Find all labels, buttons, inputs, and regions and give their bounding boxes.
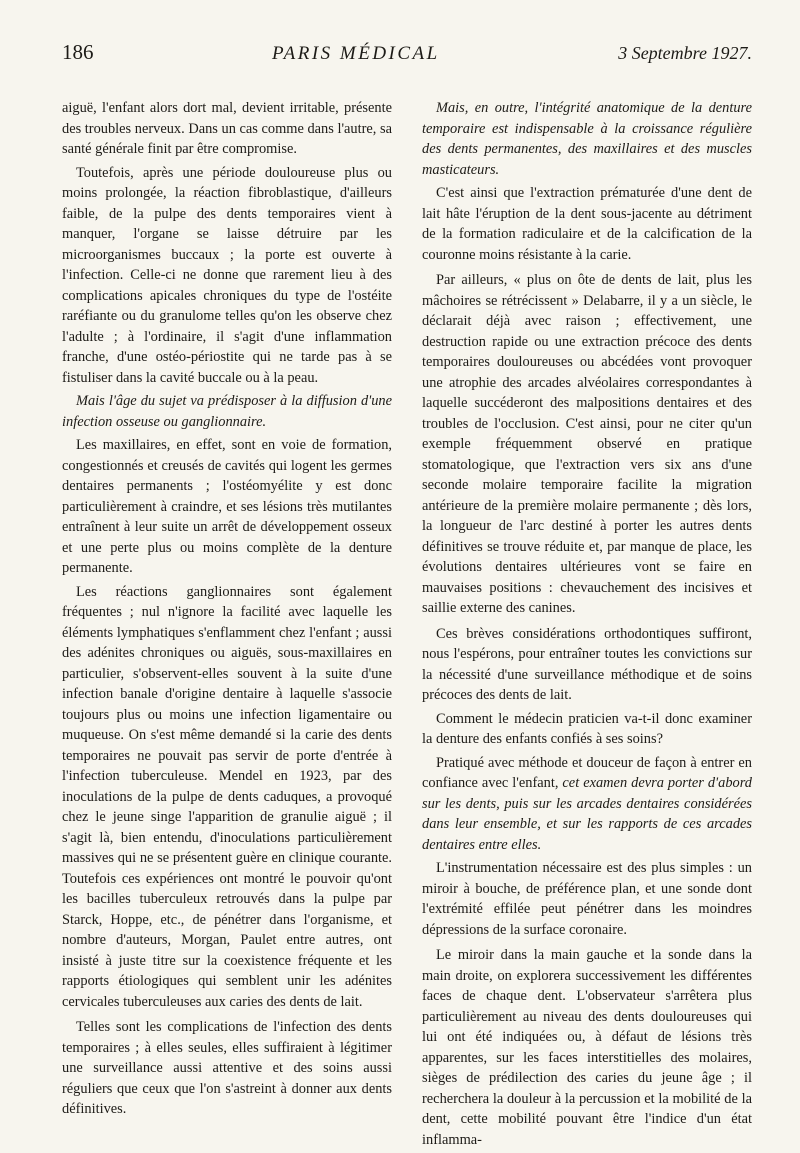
paragraph: Telles sont les complications de l'infection des dents temporaires ; à elles seules, elles suffiraient à légitimer une surveillance aussi attentive et des soins aussi réguliers que ceux que l'on s'astreint à donner aux dents définitives. <box>62 1019 392 1117</box>
paragraph: Le miroir dans la main gauche et la sonde dans la main droite, on explorera successivement les différentes faces de chaque dent. L'observateur s'arrêtera plus particulièrement au niveau des dents douloureuses qui lui ont été indiquées ou, à défaut de lésions très apparentes, sur les faces interstitielles des molaires, sièges de prédilection des caries du jeune âge ; il recherchera la douleur à la percussion et la mobilité de la dent, cette mobilité pouvant être l'indice d'un état inflamma- <box>422 947 752 1148</box>
right-column <box>422 98 752 1153</box>
left-column <box>62 98 392 1153</box>
paragraph: Toutefois, après une période douloureuse plus ou moins prolongée, la réaction fibroblastique, d'ailleurs faible, de la pulpe des dents temporaires vient à manquer, l'organe se laisse détruire par les microorganismes buccaux ; la porte est ouverte à l'infection. Celle-ci ne donne que rarement lieu à des complications apicales chroniques du type de l'ostéite raréfiante ou du granulome telles qu'on les observe chez l'adulte ; à l'ordinaire, il s'agit d'une inflammation franche, d'une ostéo-périostite qui ne tarde pas à se fistuliser dans la cavité buccale ou à la peau. <box>62 164 392 386</box>
page-number: 186 <box>62 40 94 64</box>
paragraph: Par ailleurs, « plus on ôte de dents de lait, plus les mâchoires se rétrécissent » Delabarre, il y a un siècle, le déclarait déjà avec raison ; effectivement, une destruction rapide ou une extraction précoce des dents temporaires douloureuses ou abcédées vont provoquer une atrophie des arcades alvéolaires correspondantes à laquelle succéderont des malpositions dentaires et des troubles de l'occlusion. C'est ainsi, pour ne citer qu'un exemple fréquemment observé en pratique stomatologique, que l'extraction vers six ans d'une seconde molaire temporaire facilite la migration antérieure de la première molaire permanente ; dès lors, la longueur de l'arc destiné à porter les autres dents définitives se trouve réduite et, par manque de place, les évolutions dentaires ultérieures vont se faire en mauvaises positions : chevauchement des incisives et saillie externe des canines. <box>422 272 752 616</box>
issue-date: 3 Septembre 1927. <box>618 43 752 63</box>
journal-title: PARIS MÉDICAL <box>271 43 440 64</box>
running-header <box>62 40 752 74</box>
paragraph: C'est ainsi que l'extraction prématurée d'une dent de lait hâte l'éruption de la dent sous-jacente au détriment de la formation radiculaire et de la calcification de la couronne moins résistante à la carie. <box>422 185 752 263</box>
paragraph: L'instrumentation nécessaire est des plus simples : un miroir à bouche, de préférence plan, et une sonde dont l'extrémité effilée peut pénétrer dans les moindres dépressions de la surface coronaire. <box>422 860 752 938</box>
paragraph-text: Pratiqué avec méthode et douceur de façon à entrer en confiance avec l'enfant, <box>422 754 752 791</box>
italic-paragraph: Mais, en outre, l'intégrité anatomique de la denture temporaire est indispensable à la croissance régulière des dents permanentes, des maxillaires et des muscles masticateurs. <box>422 100 752 178</box>
italic-paragraph: Mais l'âge du sujet va prédisposer à la diffusion d'une infection osseuse ou ganglionnaire. <box>62 393 392 430</box>
paragraph: aiguë, l'enfant alors dort mal, devient irritable, présente des troubles nerveux. Dans un cas comme dans l'autre, sa santé générale finit par être compromise. <box>62 100 392 157</box>
paragraph <box>422 753 752 856</box>
italic-text: cet examen devra porter d'abord sur les dents, puis sur les arcades dentaires considérées dans leur ensemble, et sur les rapports de ces arcades dentaires entre elles. <box>422 775 752 853</box>
paragraph: Les maxillaires, en effet, sont en voie de formation, congestionnés et creusés de cavités qui logent les germes dentaires permanents ; l'ostéomyélite y est donc particulièrement à craindre, et ses lésions très mutilantes entraînent à leur suite un arrêt de développement osseux et une perte plus ou moins complète de la denture permanente. <box>62 437 392 576</box>
paragraph: Comment le médecin praticien va-t-il donc examiner la denture des enfants confiés à ses soins? <box>422 710 752 747</box>
paragraph: Ces brèves considérations orthodontiques suffiront, nous l'espérons, pour entraîner toutes les convictions sur la nécessité d'une surveillance méthodique et de soins précoces des dents de lait. <box>422 625 752 703</box>
paragraph: Les réactions ganglionnaires sont également fréquentes ; nul n'ignore la facilité avec laquelle les éléments lymphatiques s'enflamment chez l'enfant ; aussi des adénites chroniques ou aiguës, sous-maxillaires en particulier, s'observent-elles souvent à la suite d'une infection banale d'origine dentaire à laquelle s'associe toujours plus ou moins une infection ligamentaire ou muqueuse. On s'est même demandé si la carie des dents temporaires ne pouvait pas servir de porte d'entrée à l'infection tuberculeuse. Mendel en 1923, par des inoculations de la pulpe de dents caduques, a provoqué chez le jeune singe l'apparition de granulie aiguë ; il s'agit là, bien entendu, d'inoculations particulièrement massives qui ne se présentent guère en clinique courante. Toutefois ces expériences ont montré le pouvoir qu'ont les bacilles tuberculeux retrouvés dans la pulpe par Starck, Hoppe, etc., de pénétrer dans l'organisme, et nombre d'auteurs, Morgan, Paulet entre autres, ont insisté à juste titre sur la coexistence fréquente et les rapports étiologiques qui semblent unir les adénites cervicales tuberculeuses aux caries des dents de lait. <box>62 583 392 1010</box>
body-columns <box>62 98 752 1153</box>
